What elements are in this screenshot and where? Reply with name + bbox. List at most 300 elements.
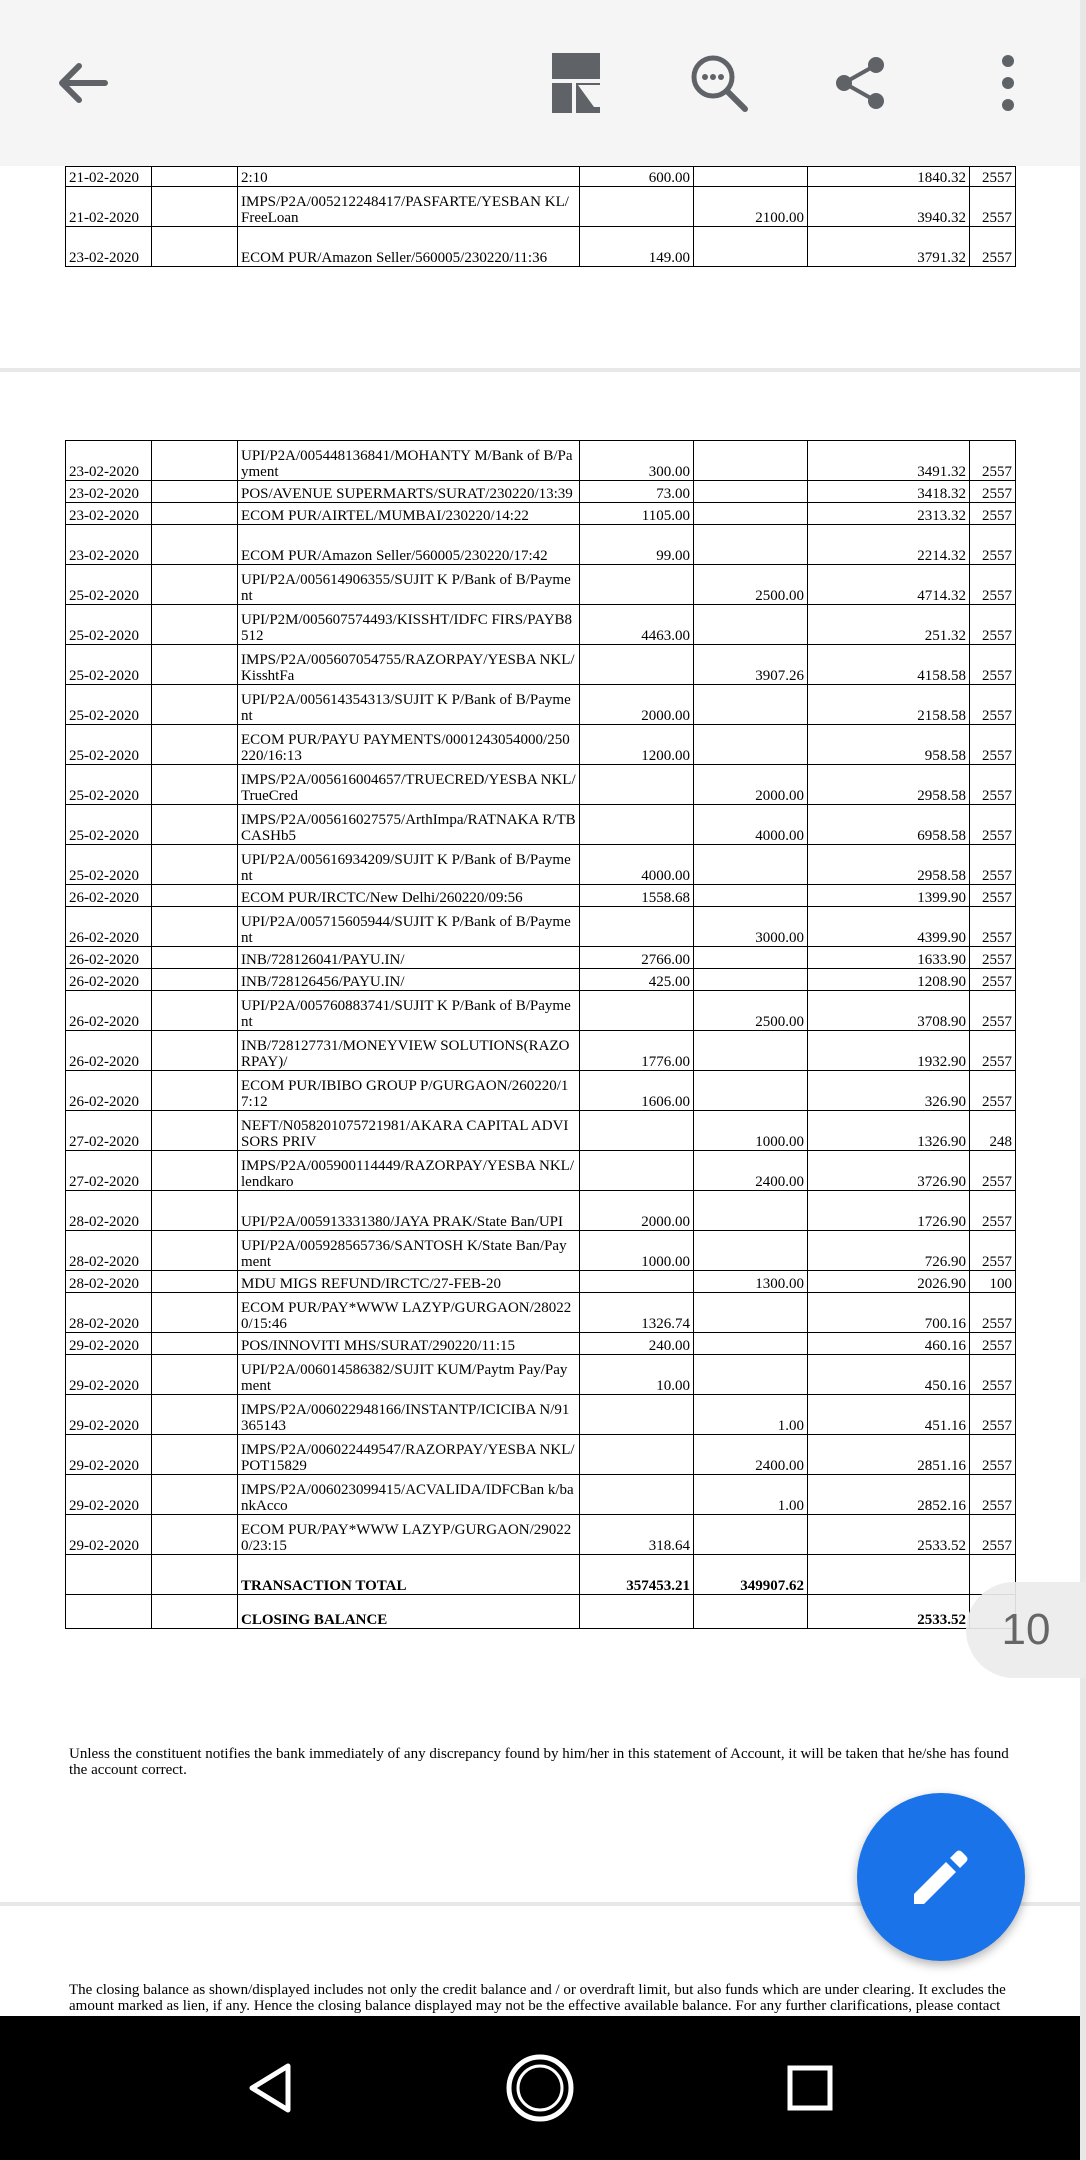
cheque-cell	[152, 565, 238, 605]
balance-cell: 1326.90	[808, 1111, 970, 1151]
cheque-cell	[152, 227, 238, 267]
date-cell: 29-02-2020	[66, 1395, 152, 1435]
description-cell: INB/728127731/MONEYVIEW SOLUTIONS(RAZORPAY)/	[238, 1031, 580, 1071]
cheque-cell	[152, 885, 238, 907]
withdrawal-cell: 99.00	[580, 525, 694, 565]
description-cell: UPI/P2A/005616934209/SUJIT K P/Bank of B/Payment	[238, 845, 580, 885]
deposit-cell: 4000.00	[694, 805, 808, 845]
withdrawal-cell: 1326.74	[580, 1293, 694, 1333]
description-cell: POS/AVENUE SUPERMARTS/SURAT/230220/13:39	[238, 481, 580, 503]
branch-code-cell: 2557	[970, 645, 1016, 685]
total-deposits: 349907.62	[694, 1555, 808, 1595]
balance-cell: 4399.90	[808, 907, 970, 947]
balance-cell: 2958.58	[808, 765, 970, 805]
date-cell: 29-02-2020	[66, 1333, 152, 1355]
table-row	[66, 685, 1016, 725]
balance-cell: 3940.32	[808, 187, 970, 227]
deposit-cell	[694, 167, 808, 187]
cheque-cell	[152, 1271, 238, 1293]
table-row	[66, 1515, 1016, 1555]
cheque-cell	[152, 1231, 238, 1271]
deposit-cell	[694, 1515, 808, 1555]
withdrawal-cell: 600.00	[580, 167, 694, 187]
branch-code-cell: 2557	[970, 685, 1016, 725]
table-row	[66, 765, 1016, 805]
branch-code-cell: 2557	[970, 805, 1016, 845]
withdrawal-cell: 1606.00	[580, 1071, 694, 1111]
table-row	[66, 1355, 1016, 1395]
branch-code-cell: 248	[970, 1111, 1016, 1151]
withdrawal-cell: 2766.00	[580, 947, 694, 969]
balance-cell: 2958.58	[808, 845, 970, 885]
deposit-cell	[694, 685, 808, 725]
date-cell: 25-02-2020	[66, 805, 152, 845]
zoom-search-icon	[687, 51, 751, 115]
description-cell: IMPS/P2A/005616004657/TRUECRED/YESBA NKL/TrueCred	[238, 765, 580, 805]
withdrawal-cell: 4463.00	[580, 605, 694, 645]
withdrawal-cell	[580, 1151, 694, 1191]
branch-code-cell: 2557	[970, 1355, 1016, 1395]
transaction-total-label: TRANSACTION TOTAL	[238, 1555, 580, 1595]
transactions-table-page-9	[65, 166, 1016, 267]
balance-cell: 451.16	[808, 1395, 970, 1435]
description-cell: MDU MIGS REFUND/IRCTC/27-FEB-20	[238, 1271, 580, 1293]
cheque-cell	[152, 805, 238, 845]
deposit-cell: 2000.00	[694, 765, 808, 805]
branch-code-cell: 2557	[970, 1071, 1016, 1111]
balance-cell: 2313.32	[808, 503, 970, 525]
description-cell: INB/728126456/PAYU.IN/	[238, 969, 580, 991]
transaction-total-row	[66, 1555, 1016, 1595]
branch-code-cell: 2557	[970, 503, 1016, 525]
table-row	[66, 907, 1016, 947]
nav-recents-button[interactable]	[774, 2052, 846, 2124]
balance-cell: 2533.52	[808, 1515, 970, 1555]
description-cell: IMPS/P2A/006023099415/ACVALIDA/IDFCBan k/bankAcco	[238, 1475, 580, 1515]
withdrawal-cell: 4000.00	[580, 845, 694, 885]
withdrawal-cell: 2000.00	[580, 685, 694, 725]
description-cell: NEFT/N058201075721981/AKARA CAPITAL ADVISORS PRIV	[238, 1111, 580, 1151]
description-cell: ECOM PUR/Amazon Seller/560005/230220/11:36	[238, 227, 580, 267]
deposit-cell: 2400.00	[694, 1435, 808, 1475]
date-cell: 21-02-2020	[66, 187, 152, 227]
cheque-cell	[152, 187, 238, 227]
deposit-cell: 2500.00	[694, 991, 808, 1031]
branch-code-cell: 2557	[970, 187, 1016, 227]
branch-code-cell: 2557	[970, 605, 1016, 645]
withdrawal-cell: 1558.68	[580, 885, 694, 907]
balance-cell: 4714.32	[808, 565, 970, 605]
branch-code-cell: 2557	[970, 1333, 1016, 1355]
outline-button[interactable]	[536, 43, 616, 123]
table-row	[66, 1111, 1016, 1151]
cheque-cell	[152, 765, 238, 805]
branch-code-cell: 2557	[970, 947, 1016, 969]
date-cell: 29-02-2020	[66, 1515, 152, 1555]
deposit-cell: 1.00	[694, 1395, 808, 1435]
edit-pencil-icon	[906, 1842, 976, 1912]
system-navigation-bar	[0, 2016, 1080, 2160]
branch-code-cell: 2557	[970, 765, 1016, 805]
page-number-indicator: 10	[966, 1582, 1086, 1678]
bookmark-outline-icon	[548, 49, 604, 117]
withdrawal-cell	[580, 187, 694, 227]
table-row	[66, 1333, 1016, 1355]
top-toolbar	[0, 0, 1080, 166]
withdrawal-cell	[580, 1271, 694, 1293]
table-row	[66, 605, 1016, 645]
deposit-cell: 3000.00	[694, 907, 808, 947]
deposit-cell	[694, 1293, 808, 1333]
deposit-cell	[694, 503, 808, 525]
cheque-cell	[152, 441, 238, 481]
balance-cell: 6958.58	[808, 805, 970, 845]
withdrawal-cell: 149.00	[580, 227, 694, 267]
branch-code-cell: 2557	[970, 1435, 1016, 1475]
table-row	[66, 503, 1016, 525]
branch-code-cell: 2557	[970, 481, 1016, 503]
balance-cell: 1399.90	[808, 885, 970, 907]
balance-cell: 1633.90	[808, 947, 970, 969]
withdrawal-cell: 73.00	[580, 481, 694, 503]
deposit-cell	[694, 1355, 808, 1395]
balance-cell: 2214.32	[808, 525, 970, 565]
date-cell: 23-02-2020	[66, 503, 152, 525]
withdrawal-cell	[580, 1435, 694, 1475]
balance-cell: 958.58	[808, 725, 970, 765]
date-cell: 27-02-2020	[66, 1111, 152, 1151]
table-row	[66, 481, 1016, 503]
description-cell: 2:10	[238, 167, 580, 187]
cheque-cell	[152, 605, 238, 645]
balance-cell: 251.32	[808, 605, 970, 645]
table-row	[66, 1231, 1016, 1271]
description-cell: IMPS/P2A/005607054755/RAZORPAY/YESBA NKL/KisshtFa	[238, 645, 580, 685]
deposit-cell	[694, 725, 808, 765]
date-cell: 23-02-2020	[66, 481, 152, 503]
transactions-table-page-10	[65, 440, 1016, 1629]
table-row	[66, 1435, 1016, 1475]
balance-cell: 460.16	[808, 1333, 970, 1355]
description-cell: IMPS/P2A/005212248417/PASFARTE/YESBAN KL/FreeLoan	[238, 187, 580, 227]
date-cell: 28-02-2020	[66, 1191, 152, 1231]
cheque-cell	[152, 1151, 238, 1191]
edit-fab-button[interactable]	[857, 1793, 1025, 1961]
branch-code-cell: 2557	[970, 969, 1016, 991]
share-icon	[830, 53, 890, 113]
date-cell: 29-02-2020	[66, 1475, 152, 1515]
description-cell: IMPS/P2A/006022948166/INSTANTP/ICICIBA N/91365143	[238, 1395, 580, 1435]
deposit-cell: 1.00	[694, 1475, 808, 1515]
withdrawal-cell: 1776.00	[580, 1031, 694, 1071]
table-row	[66, 805, 1016, 845]
description-cell: ECOM PUR/AIRTEL/MUMBAI/230220/14:22	[238, 503, 580, 525]
withdrawal-cell	[580, 765, 694, 805]
deposit-cell	[694, 441, 808, 481]
cheque-cell	[152, 1395, 238, 1435]
deposit-cell: 2500.00	[694, 565, 808, 605]
balance-cell: 1726.90	[808, 1191, 970, 1231]
cheque-cell	[152, 725, 238, 765]
total-withdrawals: 357453.21	[580, 1555, 694, 1595]
balance-cell: 2026.90	[808, 1271, 970, 1293]
cheque-cell	[152, 685, 238, 725]
description-cell: ECOM PUR/PAY*WWW LAZYP/GURGAON/280220/15:46	[238, 1293, 580, 1333]
balance-cell: 3418.32	[808, 481, 970, 503]
table-row	[66, 947, 1016, 969]
branch-code-cell: 2557	[970, 885, 1016, 907]
deposit-cell: 3907.26	[694, 645, 808, 685]
balance-cell: 2852.16	[808, 1475, 970, 1515]
cheque-cell	[152, 645, 238, 685]
date-cell: 26-02-2020	[66, 947, 152, 969]
cheque-cell	[152, 845, 238, 885]
more-vert-icon	[998, 53, 1018, 113]
date-cell: 26-02-2020	[66, 885, 152, 907]
table-row	[66, 1475, 1016, 1515]
branch-code-cell: 2557	[970, 907, 1016, 947]
withdrawal-cell	[580, 907, 694, 947]
cheque-cell	[152, 525, 238, 565]
cheque-cell	[152, 1333, 238, 1355]
table-row	[66, 1191, 1016, 1231]
cheque-cell	[152, 1435, 238, 1475]
cheque-cell	[152, 1111, 238, 1151]
description-cell: INB/728126041/PAYU.IN/	[238, 947, 580, 969]
cheque-cell	[152, 1191, 238, 1231]
withdrawal-cell: 1200.00	[580, 725, 694, 765]
date-cell: 23-02-2020	[66, 441, 152, 481]
branch-code-cell: 2557	[970, 1031, 1016, 1071]
withdrawal-cell: 1000.00	[580, 1231, 694, 1271]
deposit-cell	[694, 845, 808, 885]
withdrawal-cell	[580, 565, 694, 605]
deposit-cell: 2100.00	[694, 187, 808, 227]
description-cell: UPI/P2A/005928565736/SANTOSH K/State Ban/Payment	[238, 1231, 580, 1271]
date-cell: 25-02-2020	[66, 605, 152, 645]
deposit-cell	[694, 227, 808, 267]
description-cell: UPI/P2A/005913331380/JAYA PRAK/State Ban/UPI	[238, 1191, 580, 1231]
withdrawal-cell: 240.00	[580, 1333, 694, 1355]
withdrawal-cell	[580, 991, 694, 1031]
date-cell: 23-02-2020	[66, 525, 152, 565]
balance-cell: 700.16	[808, 1293, 970, 1333]
balance-cell: 3791.32	[808, 227, 970, 267]
balance-cell: 726.90	[808, 1231, 970, 1271]
cheque-cell	[152, 969, 238, 991]
table-row	[66, 845, 1016, 885]
table-row	[66, 187, 1016, 227]
nav-back-button[interactable]	[234, 2052, 306, 2124]
table-row	[66, 525, 1016, 565]
table-row	[66, 1151, 1016, 1191]
cheque-cell	[152, 503, 238, 525]
date-cell: 25-02-2020	[66, 685, 152, 725]
withdrawal-cell: 300.00	[580, 441, 694, 481]
description-cell: IMPS/P2A/005616027575/ArthImpa/RATNAKA R/TBCASHb5	[238, 805, 580, 845]
description-cell: IMPS/P2A/006022449547/RAZORPAY/YESBA NKL/POT15829	[238, 1435, 580, 1475]
cheque-cell	[152, 947, 238, 969]
cheque-cell	[152, 1071, 238, 1111]
date-cell: 27-02-2020	[66, 1151, 152, 1191]
discrepancy-note: Unless the constituent notifies the bank immediately of any discrepancy found by him/her in this statement of Account, it will be taken that he/she has found the account correct.	[69, 1746, 1009, 1778]
description-cell: UPI/P2A/005715605944/SUJIT K P/Bank of B/Payment	[238, 907, 580, 947]
description-cell: ECOM PUR/PAYU PAYMENTS/0001243054000/250220/16:13	[238, 725, 580, 765]
balance-cell: 3726.90	[808, 1151, 970, 1191]
deposit-cell	[694, 969, 808, 991]
branch-code-cell: 2557	[970, 227, 1016, 267]
document-page-10	[0, 372, 1080, 1902]
branch-code-cell: 2557	[970, 1151, 1016, 1191]
table-row	[66, 885, 1016, 907]
description-cell: IMPS/P2A/005900114449/RAZORPAY/YESBA NKL/lendkaro	[238, 1151, 580, 1191]
deposit-cell	[694, 481, 808, 503]
branch-code-cell: 2557	[970, 1515, 1016, 1555]
balance-cell: 1840.32	[808, 167, 970, 187]
withdrawal-cell: 10.00	[580, 1355, 694, 1395]
date-cell: 28-02-2020	[66, 1293, 152, 1333]
cheque-cell	[152, 167, 238, 187]
date-cell: 29-02-2020	[66, 1435, 152, 1475]
description-cell: UPI/P2A/005614906355/SUJIT K P/Bank of B/Payment	[238, 565, 580, 605]
balance-cell: 2851.16	[808, 1435, 970, 1475]
table-row	[66, 565, 1016, 605]
table-row	[66, 645, 1016, 685]
deposit-cell: 2400.00	[694, 1151, 808, 1191]
date-cell: 26-02-2020	[66, 1071, 152, 1111]
deposit-cell	[694, 1333, 808, 1355]
deposit-cell	[694, 525, 808, 565]
table-row	[66, 1071, 1016, 1111]
table-row	[66, 991, 1016, 1031]
branch-code-cell: 2557	[970, 441, 1016, 481]
cheque-cell	[152, 1031, 238, 1071]
branch-code-cell: 2557	[970, 167, 1016, 187]
description-cell: ECOM PUR/PAY*WWW LAZYP/GURGAON/290220/23:15	[238, 1515, 580, 1555]
withdrawal-cell	[580, 645, 694, 685]
table-row	[66, 1293, 1016, 1333]
cheque-cell	[152, 1293, 238, 1333]
withdrawal-cell: 318.64	[580, 1515, 694, 1555]
branch-code-cell: 2557	[970, 845, 1016, 885]
balance-cell: 4158.58	[808, 645, 970, 685]
cheque-cell	[152, 1355, 238, 1395]
balance-cell: 1208.90	[808, 969, 970, 991]
branch-code-cell: 2557	[970, 725, 1016, 765]
date-cell: 25-02-2020	[66, 845, 152, 885]
branch-code-cell: 2557	[970, 1231, 1016, 1271]
description-cell: UPI/P2A/005448136841/MOHANTY M/Bank of B/Payment	[238, 441, 580, 481]
withdrawal-cell	[580, 1111, 694, 1151]
nav-recents-icon	[786, 2064, 834, 2112]
balance-cell: 1932.90	[808, 1031, 970, 1071]
branch-code-cell: 2557	[970, 565, 1016, 605]
description-cell: ECOM PUR/Amazon Seller/560005/230220/17:42	[238, 525, 580, 565]
description-cell: ECOM PUR/IRCTC/New Delhi/260220/09:56	[238, 885, 580, 907]
deposit-cell: 1300.00	[694, 1271, 808, 1293]
table-row	[66, 441, 1016, 481]
nav-home-icon	[504, 2052, 576, 2124]
date-cell: 21-02-2020	[66, 167, 152, 187]
cheque-cell	[152, 907, 238, 947]
cheque-cell	[152, 1515, 238, 1555]
deposit-cell	[694, 1231, 808, 1271]
description-cell: UPI/P2A/005614354313/SUJIT K P/Bank of B/Payment	[238, 685, 580, 725]
more-options-button[interactable]	[968, 43, 1048, 123]
balance-cell: 3708.90	[808, 991, 970, 1031]
deposit-cell: 1000.00	[694, 1111, 808, 1151]
deposit-cell	[694, 1191, 808, 1231]
branch-code-cell: 2557	[970, 525, 1016, 565]
date-cell: 26-02-2020	[66, 907, 152, 947]
document-page-9	[0, 166, 1080, 368]
description-cell: UPI/P2M/005607574493/KISSHT/IDFC FIRS/PAYB8512	[238, 605, 580, 645]
branch-code-cell: 2557	[970, 991, 1016, 1031]
branch-code-cell: 100	[970, 1271, 1016, 1293]
branch-code-cell: 2557	[970, 1475, 1016, 1515]
description-cell: POS/INNOVITI MHS/SURAT/290220/11:15	[238, 1333, 580, 1355]
description-cell: UPI/P2A/005760883741/SUJIT K P/Bank of B/Payment	[238, 991, 580, 1031]
withdrawal-cell: 425.00	[580, 969, 694, 991]
table-row	[66, 1271, 1016, 1293]
date-cell: 28-02-2020	[66, 1231, 152, 1271]
deposit-cell	[694, 1031, 808, 1071]
date-cell: 26-02-2020	[66, 1031, 152, 1071]
table-row	[66, 1395, 1016, 1435]
table-row	[66, 969, 1016, 991]
date-cell: 28-02-2020	[66, 1271, 152, 1293]
balance-cell: 2158.58	[808, 685, 970, 725]
cheque-cell	[152, 481, 238, 503]
deposit-cell	[694, 1071, 808, 1111]
date-cell: 26-02-2020	[66, 969, 152, 991]
withdrawal-cell	[580, 1395, 694, 1435]
table-row	[66, 227, 1016, 267]
withdrawal-cell: 1105.00	[580, 503, 694, 525]
withdrawal-cell	[580, 805, 694, 845]
table-row	[66, 167, 1016, 187]
search-button[interactable]	[679, 43, 759, 123]
date-cell: 23-02-2020	[66, 227, 152, 267]
closing-balance-note: The closing balance as shown/displayed includes not only the credit balance and / or overdraft limit, but also funds which are under clearing. It excludes the amount marked as lien, if any. Hence the closing balance displayed may not be the effective available balance. For any further clarifications, please contact	[69, 1982, 1006, 2014]
branch-code-cell: 2557	[970, 1191, 1016, 1231]
description-cell: ECOM PUR/IBIBO GROUP P/GURGAON/260220/17:12	[238, 1071, 580, 1111]
withdrawal-cell: 2000.00	[580, 1191, 694, 1231]
branch-code-cell: 2557	[970, 1293, 1016, 1333]
date-cell: 29-02-2020	[66, 1355, 152, 1395]
share-button[interactable]	[820, 43, 900, 123]
date-cell: 25-02-2020	[66, 765, 152, 805]
closing-balance-value: 2533.52	[808, 1595, 970, 1629]
balance-cell: 3491.32	[808, 441, 970, 481]
date-cell: 25-02-2020	[66, 645, 152, 685]
date-cell: 25-02-2020	[66, 725, 152, 765]
table-row	[66, 725, 1016, 765]
withdrawal-cell	[580, 1475, 694, 1515]
balance-cell: 450.16	[808, 1355, 970, 1395]
deposit-cell	[694, 605, 808, 645]
nav-back-icon	[246, 2062, 294, 2114]
branch-code-cell: 2557	[970, 1395, 1016, 1435]
date-cell: 26-02-2020	[66, 991, 152, 1031]
back-button[interactable]	[43, 43, 123, 123]
nav-home-button[interactable]	[504, 2052, 576, 2124]
cheque-cell	[152, 1475, 238, 1515]
date-cell: 25-02-2020	[66, 565, 152, 605]
cheque-cell	[152, 991, 238, 1031]
description-cell: UPI/P2A/006014586382/SUJIT KUM/Paytm Pay/Payment	[238, 1355, 580, 1395]
closing-balance-row	[66, 1595, 1016, 1629]
